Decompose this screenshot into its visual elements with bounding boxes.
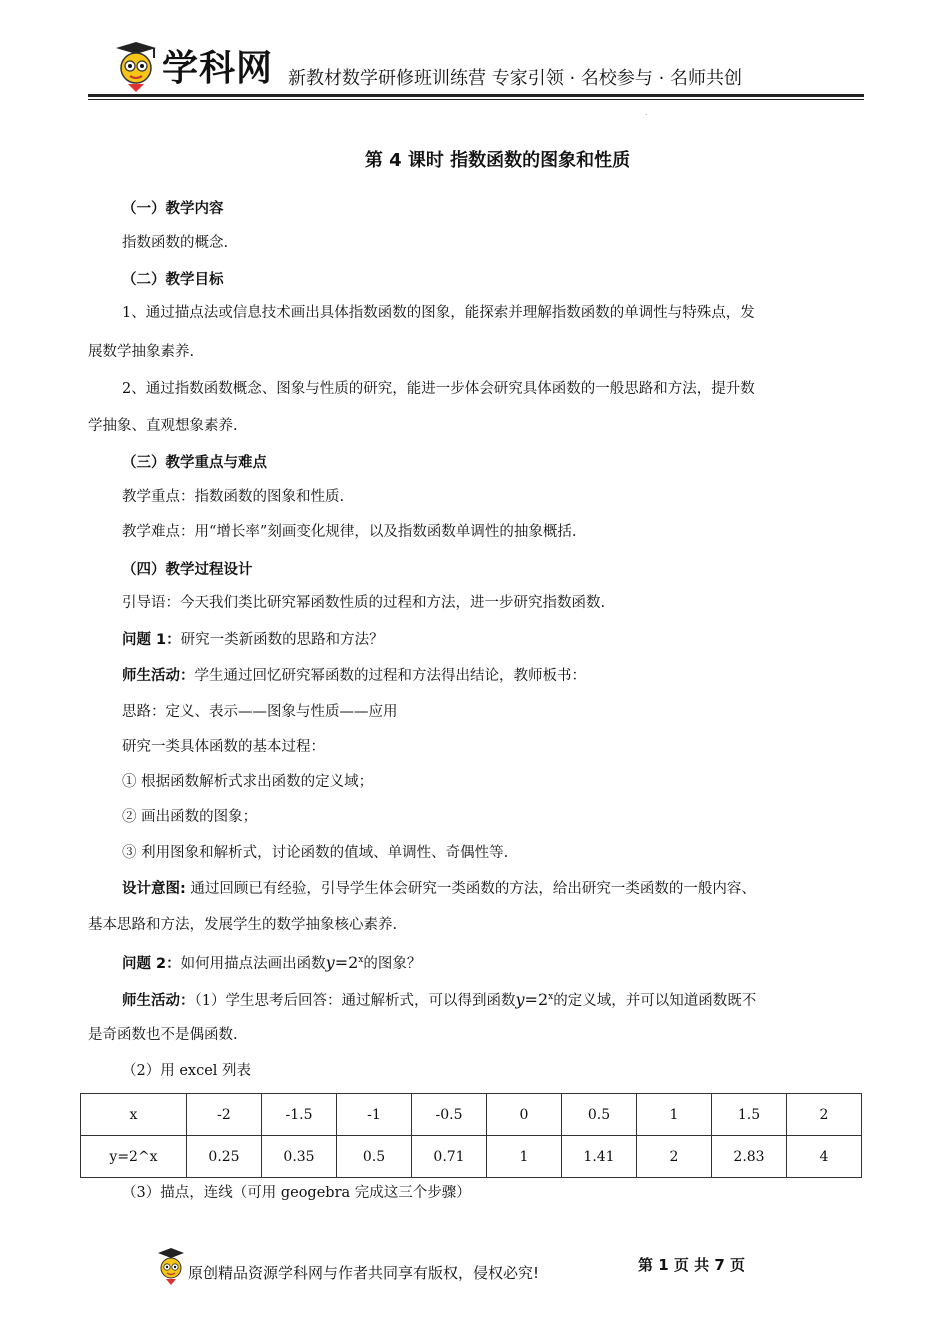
step-2: ② 画出函数的图象； [122, 809, 258, 825]
table-cell: 1.5 [712, 1094, 787, 1136]
table-cell: 4 [787, 1136, 862, 1178]
goal-1-line-2: 展数学抽象素养. [88, 344, 195, 360]
table-cell: 0.5 [562, 1094, 637, 1136]
section-heading-goals: （二）教学目标 [122, 272, 224, 288]
function-eq: =2 [334, 952, 359, 972]
section-heading-process: （四）教学过程设计 [122, 562, 253, 578]
function-exponent-2: x [548, 992, 554, 1002]
table-cell: 0.71 [412, 1136, 487, 1178]
activity-1-label: 师生活动： [122, 668, 195, 684]
page-title: 第 4 课时 指数函数的图象和性质 [364, 150, 631, 171]
footer-mascot-icon [155, 1246, 187, 1286]
activity-1-text: 学生通过回忆研究幂函数的过程和方法得出结论，教师板书： [194, 668, 586, 684]
table-cell: -1.5 [262, 1094, 337, 1136]
activity-2-label: 师生活动： [122, 992, 195, 1009]
step-1: ① 根据函数解析式求出函数的定义域； [122, 774, 374, 790]
basic-process-text: 研究一类具体函数的基本过程： [122, 739, 325, 755]
question-2 [122, 950, 421, 974]
step-3: ③ 利用图象和解析式，讨论函数的值域、单调性、奇偶性等. [122, 845, 509, 861]
design-intent-line-1 [122, 879, 756, 899]
design-intent-label: 设计意图: [122, 881, 186, 897]
goal-2-line-1: 2、通过指数函数概念、图象与性质的研究，能进一步体会研究具体函数的一般思路和方法，提升数 [122, 381, 755, 397]
section-heading-content: （一）教学内容 [122, 201, 224, 217]
table-cell: 0.5 [337, 1136, 412, 1178]
activity-1 [122, 666, 586, 686]
design-intent-line-2: 基本思路和方法，发展学生的数学抽象核心素养. [88, 917, 398, 933]
activity-2-suffix: 的定义域，并可以知道函数既不 [553, 992, 757, 1009]
key-point-text: 教学重点：指数函数的图象和性质. [122, 489, 345, 505]
intro-text: 引导语：今天我们类比研究幂函数性质的过程和方法，进一步研究指数函数. [122, 595, 606, 611]
table-cell: y=2^x [81, 1136, 187, 1178]
table-cell: 0.35 [262, 1136, 337, 1178]
question-1-text: 研究一类新函数的思路和方法？ [180, 632, 384, 648]
question-2-label: 问题 2： [122, 955, 181, 972]
excel-text: （2）用 excel 列表 [122, 1063, 252, 1079]
activity-2-prefix: （1）学生思考后回答：通过解析式，可以得到函数 [194, 992, 516, 1009]
table-cell: 0.25 [187, 1136, 262, 1178]
mascot-icon [110, 40, 160, 92]
question-1 [122, 630, 384, 650]
design-intent-text: 通过回顾已有经验，引导学生体会研究一类函数的方法，给出研究一类函数的一般内容、 [185, 881, 756, 897]
header-slogan: 新教材数学研修班训练营 专家引领 · 名校参与 · 名师共创 [288, 68, 743, 89]
table-cell: 1.41 [562, 1136, 637, 1178]
plot-instruction: （3）描点，连线（可用 geogebra 完成这三个步骤） [122, 1185, 471, 1201]
function-exponent: x [358, 955, 364, 965]
question-2-prefix: 如何用描点法画出函数 [180, 955, 326, 972]
table-row-y [81, 1136, 862, 1178]
difficulty-text: 教学难点：用“增长率”刻画变化规律，以及指数函数单调性的抽象概括. [122, 524, 577, 540]
table-cell: 1 [487, 1136, 562, 1178]
content-text: 指数函数的概念. [122, 235, 229, 251]
table-cell: 0 [487, 1094, 562, 1136]
function-eq-2: =2 [524, 989, 549, 1009]
value-table [80, 1093, 862, 1178]
table-cell: x [81, 1094, 187, 1136]
question-2-suffix: 的图象？ [363, 955, 422, 972]
activity-2-line-1 [122, 987, 756, 1011]
table-cell: -1 [337, 1094, 412, 1136]
table-cell: 2.83 [712, 1136, 787, 1178]
goal-2-line-2: 学抽象、直观想象素养. [88, 418, 238, 434]
table-cell: 1 [637, 1094, 712, 1136]
xuekewang-logo [110, 40, 310, 92]
page-number: 第 1 页 共 7 页 [638, 1256, 745, 1274]
table-cell: -0.5 [412, 1094, 487, 1136]
table-cell: -2 [187, 1094, 262, 1136]
route-text: 思路：定义、表示——图象与性质——应用 [122, 704, 398, 720]
decorative-dot: . [645, 108, 648, 117]
activity-2-line-2: 是奇函数也不是偶函数. [88, 1027, 238, 1043]
header-divider [88, 94, 864, 97]
page-header [88, 38, 864, 100]
table-cell: 2 [787, 1094, 862, 1136]
question-1-label: 问题 1： [122, 632, 181, 648]
function-y: y [325, 952, 335, 972]
goal-1-line-1: 1、通过描点法或信息技术画出具体指数函数的图象，能探索并理解指数函数的单调性与特殊点，发 [122, 305, 755, 321]
function-y-2: y [515, 989, 525, 1009]
logo-text: 学科网 [162, 48, 274, 89]
table-row-x [81, 1094, 862, 1136]
section-heading-key-points: （三）教学重点与难点 [122, 455, 267, 471]
table-cell: 2 [637, 1136, 712, 1178]
header-divider-thin [88, 99, 864, 100]
copyright-notice: 原创精品资源学科网与作者共同享有版权，侵权必究! [188, 1264, 540, 1282]
